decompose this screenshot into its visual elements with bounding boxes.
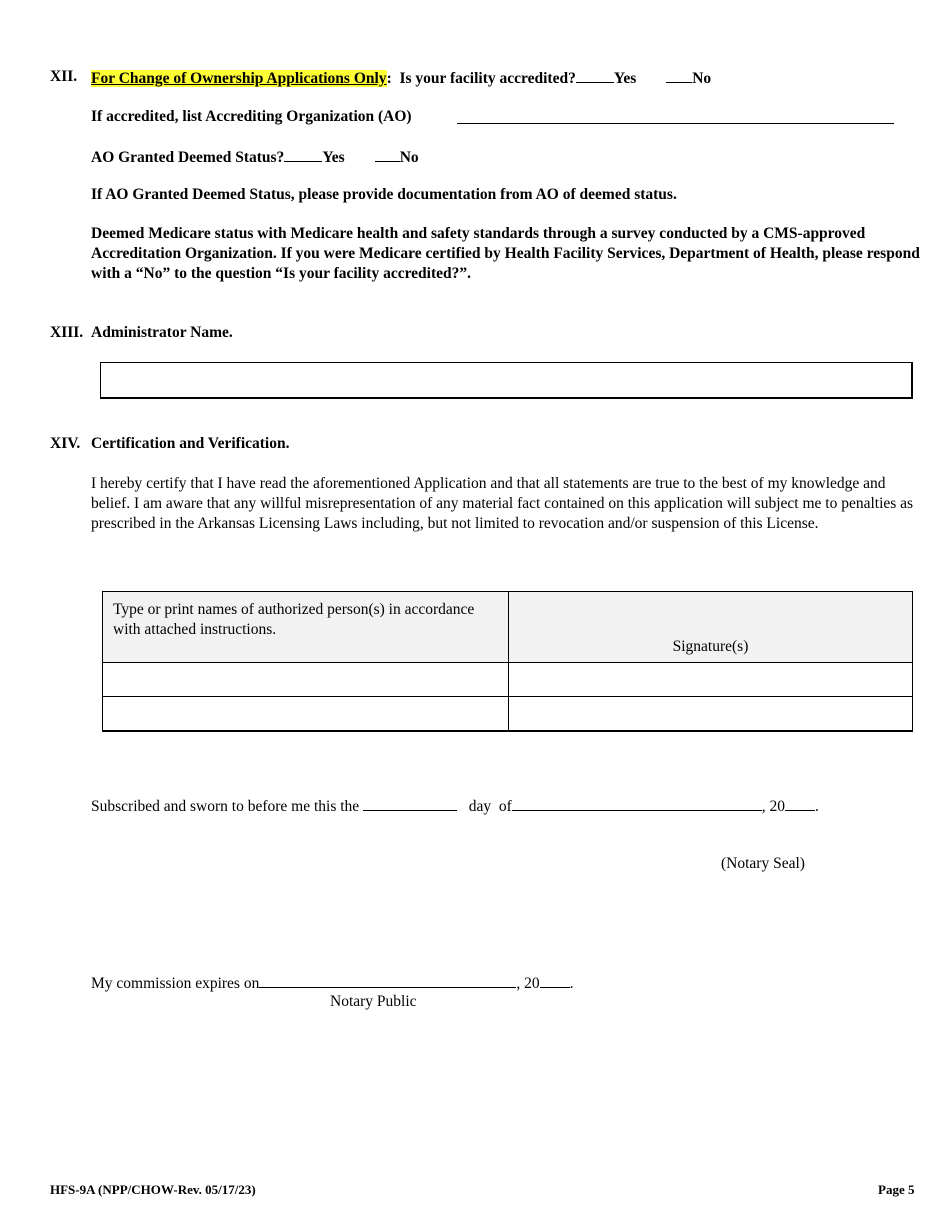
deemed-status-line xyxy=(91,147,419,167)
table-row xyxy=(103,663,913,697)
year-blank[interactable] xyxy=(785,796,815,811)
of-label: of xyxy=(498,798,512,815)
section-xii-line xyxy=(91,68,711,88)
sworn-prefix: Subscribed and sworn to before me this the xyxy=(91,798,360,815)
deemed-status-question: AO Granted Deemed Status? xyxy=(91,149,285,166)
day-blank[interactable] xyxy=(363,796,457,811)
notary-public-label: Notary Public xyxy=(330,993,417,1010)
day-label: day xyxy=(468,798,492,815)
accredited-question: Is your facility accredited? xyxy=(399,70,576,87)
form-id: HFS-9A (NPP/CHOW-Rev. 05/17/23) xyxy=(50,1182,256,1197)
month-blank[interactable] xyxy=(512,796,762,811)
signatures-header: Signature(s) xyxy=(509,592,913,663)
deemed-explanation: Deemed Medicare status with Medicare health and safety standards through a survey conducted by a CMS-approved Accreditation Organization. If you were Medicare certified by Health Facility Services, Department of Health, please respond with a “No” to the question “Is your facility accredited?”. xyxy=(91,225,920,282)
authorized-name-cell[interactable] xyxy=(103,697,509,732)
year-prefix: , 20 xyxy=(761,798,785,815)
deemed-yes-blank[interactable] xyxy=(284,147,322,162)
section-xiv-title: Certification and Verification. xyxy=(91,435,290,452)
deemed-documentation-note: If AO Granted Deemed Status, please provide documentation from AO of deemed status. xyxy=(91,186,677,203)
signature-cell[interactable] xyxy=(509,663,913,697)
colon: : xyxy=(386,70,392,87)
section-xiii-number: XIII. xyxy=(50,324,84,341)
commission-prefix: My commission expires on xyxy=(91,975,260,992)
period: . xyxy=(815,798,819,815)
ao-label: If accredited, list Accrediting Organization (AO) xyxy=(91,108,412,125)
certification-statement: I hereby certify that I have read the aforementioned Application and that all statements are true to the best of my knowledge and belief. I am aware that any willful misrepresentation of any material fact contained on this application will subject me to penalties as prescribed in the Arkansas Licensing Laws including, but not limited to revocation and/or suspension of this License. xyxy=(91,475,914,532)
section-xii-number: XII. xyxy=(50,68,78,85)
notary-seal-label: (Notary Seal) xyxy=(721,855,805,872)
table-row xyxy=(103,697,913,732)
signature-table xyxy=(102,591,913,732)
commission-year-blank[interactable] xyxy=(540,973,570,988)
accredited-no-blank[interactable] xyxy=(666,68,692,83)
ao-name-line[interactable] xyxy=(457,123,894,124)
signature-cell[interactable] xyxy=(509,697,913,732)
administrator-name-input[interactable] xyxy=(100,362,913,399)
commission-year-prefix: , 20 xyxy=(516,975,540,992)
page-number: Page 5 xyxy=(878,1182,915,1197)
deemed-no-blank[interactable] xyxy=(375,147,400,162)
names-header: Type or print names of authorized person(s) in accordance with attached instructions. xyxy=(103,592,509,663)
accredited-yes-blank[interactable] xyxy=(576,68,614,83)
authorized-name-cell[interactable] xyxy=(103,663,509,697)
commission-line xyxy=(91,973,573,993)
accredited-yes-label: Yes xyxy=(613,70,637,87)
section-xiv-number: XIV. xyxy=(50,435,81,452)
sworn-line xyxy=(91,796,819,816)
deemed-no-label: No xyxy=(399,149,419,166)
commission-date-blank[interactable] xyxy=(259,973,516,988)
deemed-yes-label: Yes xyxy=(322,149,345,166)
period: . xyxy=(569,975,574,992)
section-xiii-title: Administrator Name. xyxy=(91,324,233,341)
accredited-no-label: No xyxy=(692,70,712,87)
signature-table-header xyxy=(103,592,913,663)
change-of-ownership-highlight: For Change of Ownership Applications Only xyxy=(91,70,387,87)
